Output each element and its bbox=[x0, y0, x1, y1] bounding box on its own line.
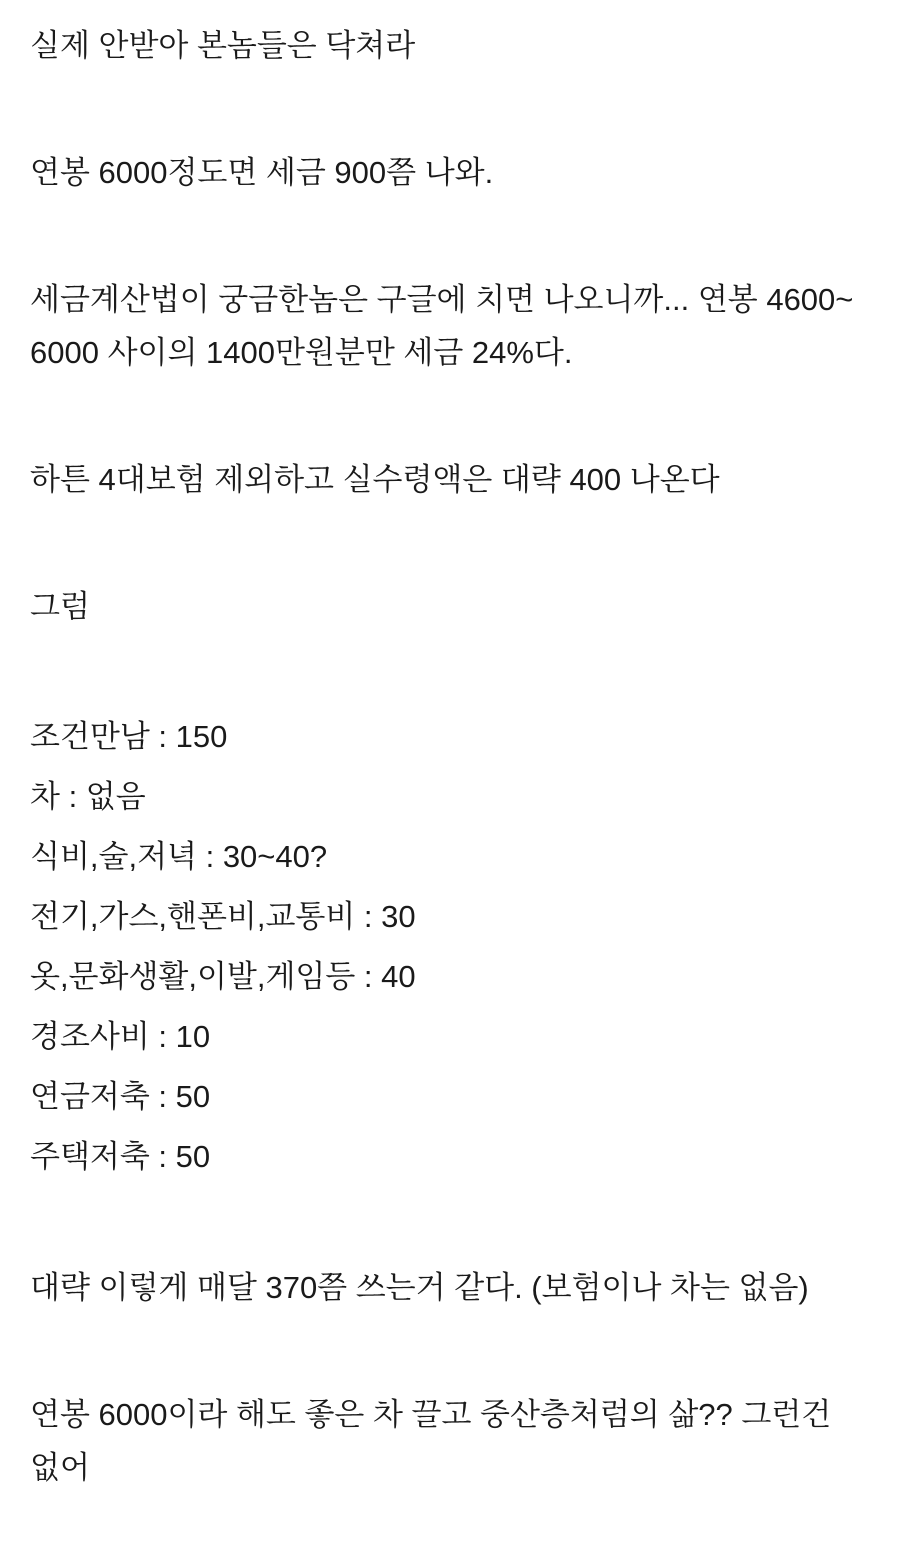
expense-label: 전기,가스,핸폰비,교통비 bbox=[30, 899, 356, 934]
expense-value: 50 bbox=[175, 1139, 211, 1174]
expense-separator: : bbox=[149, 1019, 176, 1054]
tax-summary-line: 연봉 6000정도면 세금 900쯤 나와. bbox=[30, 155, 494, 190]
expense-item-condition-meeting bbox=[30, 707, 855, 767]
monthly-total-line: 대략 이렇게 매달 370쯤 쓰는거 같다. (보험이나 차는 없음) bbox=[30, 1270, 809, 1305]
expense-separator: : bbox=[149, 719, 176, 754]
conclusion-line: 연봉 6000이라 해도 좋은 차 끌고 중산층처럼의 삶?? 그런건 없어 bbox=[30, 1397, 840, 1485]
expense-label: 식비,술,저녁 bbox=[30, 839, 197, 874]
expense-item-car bbox=[30, 767, 855, 827]
expense-label: 차 bbox=[30, 779, 60, 814]
expense-value: 40 bbox=[381, 959, 416, 994]
expense-separator: : bbox=[355, 959, 382, 994]
expense-separator: : bbox=[59, 779, 86, 814]
expense-label: 옷,문화생활,이발,게임등 bbox=[30, 959, 356, 994]
expense-value: 없음 bbox=[85, 779, 146, 814]
expense-item-family-events bbox=[30, 1007, 855, 1067]
expense-separator: : bbox=[196, 839, 223, 874]
expense-label: 경조사비 bbox=[30, 1019, 150, 1054]
expense-item-pension-savings bbox=[30, 1067, 855, 1127]
expense-label: 조건만남 bbox=[30, 719, 150, 754]
intro-line: 실제 안받아 본놈들은 닥쳐라 bbox=[30, 28, 416, 63]
expense-value: 50 bbox=[175, 1079, 211, 1114]
transition-line: 그럼 bbox=[30, 589, 90, 624]
expense-value: 150 bbox=[175, 719, 228, 754]
expense-value: 30~40? bbox=[222, 839, 328, 874]
expense-label: 연금저축 bbox=[30, 1079, 150, 1114]
expense-value: 10 bbox=[175, 1019, 211, 1054]
expense-item-clothes-culture bbox=[30, 947, 855, 1007]
expense-list bbox=[30, 707, 855, 1187]
expense-separator: : bbox=[149, 1079, 176, 1114]
tax-calculation-line: 세금계산법이 궁금한놈은 구글에 치면 나오니까... 연봉 4600~6000 사이의 1400만원분만 세금 24%다. bbox=[30, 282, 854, 370]
expense-separator: : bbox=[149, 1139, 176, 1174]
expense-value: 30 bbox=[381, 899, 416, 934]
expense-item-housing-savings bbox=[30, 1127, 855, 1187]
expense-separator: : bbox=[355, 899, 382, 934]
net-income-line: 하튼 4대보험 제외하고 실수령액은 대략 400 나온다 bbox=[30, 462, 720, 497]
expense-item-food-drink bbox=[30, 827, 855, 887]
expense-item-utilities bbox=[30, 887, 855, 947]
expense-label: 주택저축 bbox=[30, 1139, 150, 1174]
